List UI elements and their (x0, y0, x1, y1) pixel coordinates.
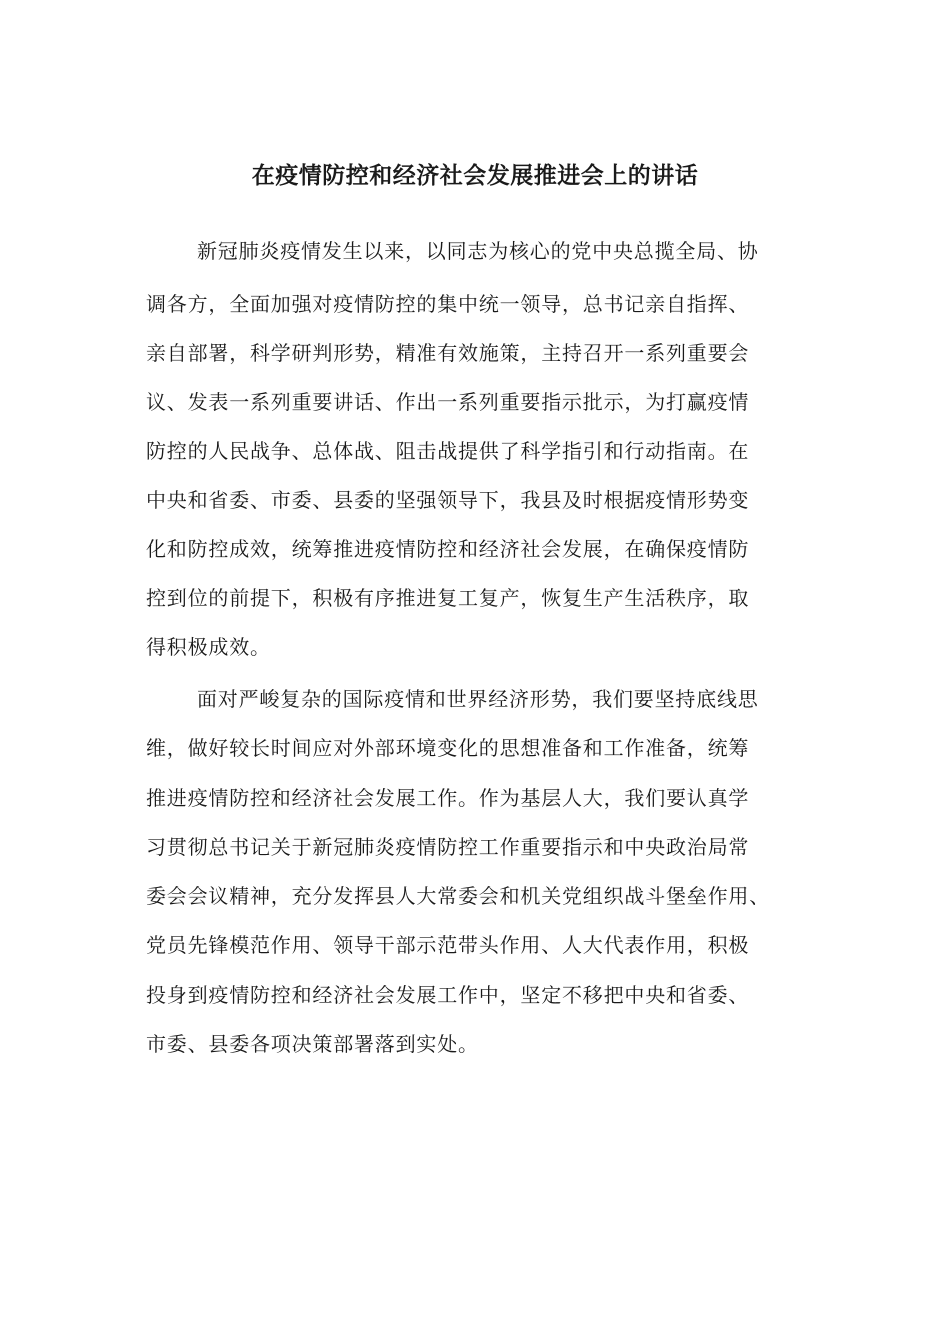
paragraph-line: 调各方，全面加强对疫情防控的集中统一领导，总书记亲自指挥、 (146, 292, 750, 316)
document-title: 在疫情防控和经济社会发展推进会上的讲话 (251, 162, 699, 189)
paragraph-line: 市委、县委各项决策部署落到实处。 (146, 1032, 479, 1056)
paragraph-line: 中央和省委、市委、县委的坚强领导下，我县及时根据疫情形势变 (146, 488, 750, 512)
paragraph-line: 得积极成效。 (146, 635, 271, 659)
paragraph-line: 化和防控成效，统筹推进疫情防控和经济社会发展，在确保疫情防 (146, 537, 750, 561)
paragraph-line: 投身到疫情防控和经济社会发展工作中，坚定不移把中央和省委、 (146, 983, 750, 1007)
paragraph-line: 推进疫情防控和经济社会发展工作。作为基层人大，我们要认真学 (146, 786, 750, 810)
paragraph-line: 防控的人民战争、总体战、阻击战提供了科学指引和行动指南。在 (146, 439, 750, 463)
paragraph-line: 议、发表一系列重要讲话、作出一系列重要指示批示，为打赢疫情 (146, 390, 750, 414)
paragraph-line: 委会会议精神，充分发挥县人大常委会和机关党组织战斗堡垒作用、 (146, 884, 770, 908)
paragraph-line: 习贯彻总书记关于新冠肺炎疫情防控工作重要指示和中央政治局常 (146, 835, 750, 859)
paragraph-line: 面对严峻复杂的国际疫情和世界经济形势，我们要坚持底线思 (197, 687, 759, 711)
paragraph-line: 维，做好较长时间应对外部环境变化的思想准备和工作准备，统筹 (146, 736, 750, 760)
paragraph-line: 亲自部署，科学研判形势，精准有效施策，主持召开一系列重要会 (146, 341, 750, 365)
paragraph-line: 新冠肺炎疫情发生以来，以同志为核心的党中央总揽全局、协 (197, 239, 759, 263)
paragraph-line: 党员先锋模范作用、领导干部示范带头作用、人大代表作用，积极 (146, 933, 750, 957)
paragraph-line: 控到位的前提下，积极有序推进复工复产，恢复生产生活秩序，取 (146, 586, 750, 610)
